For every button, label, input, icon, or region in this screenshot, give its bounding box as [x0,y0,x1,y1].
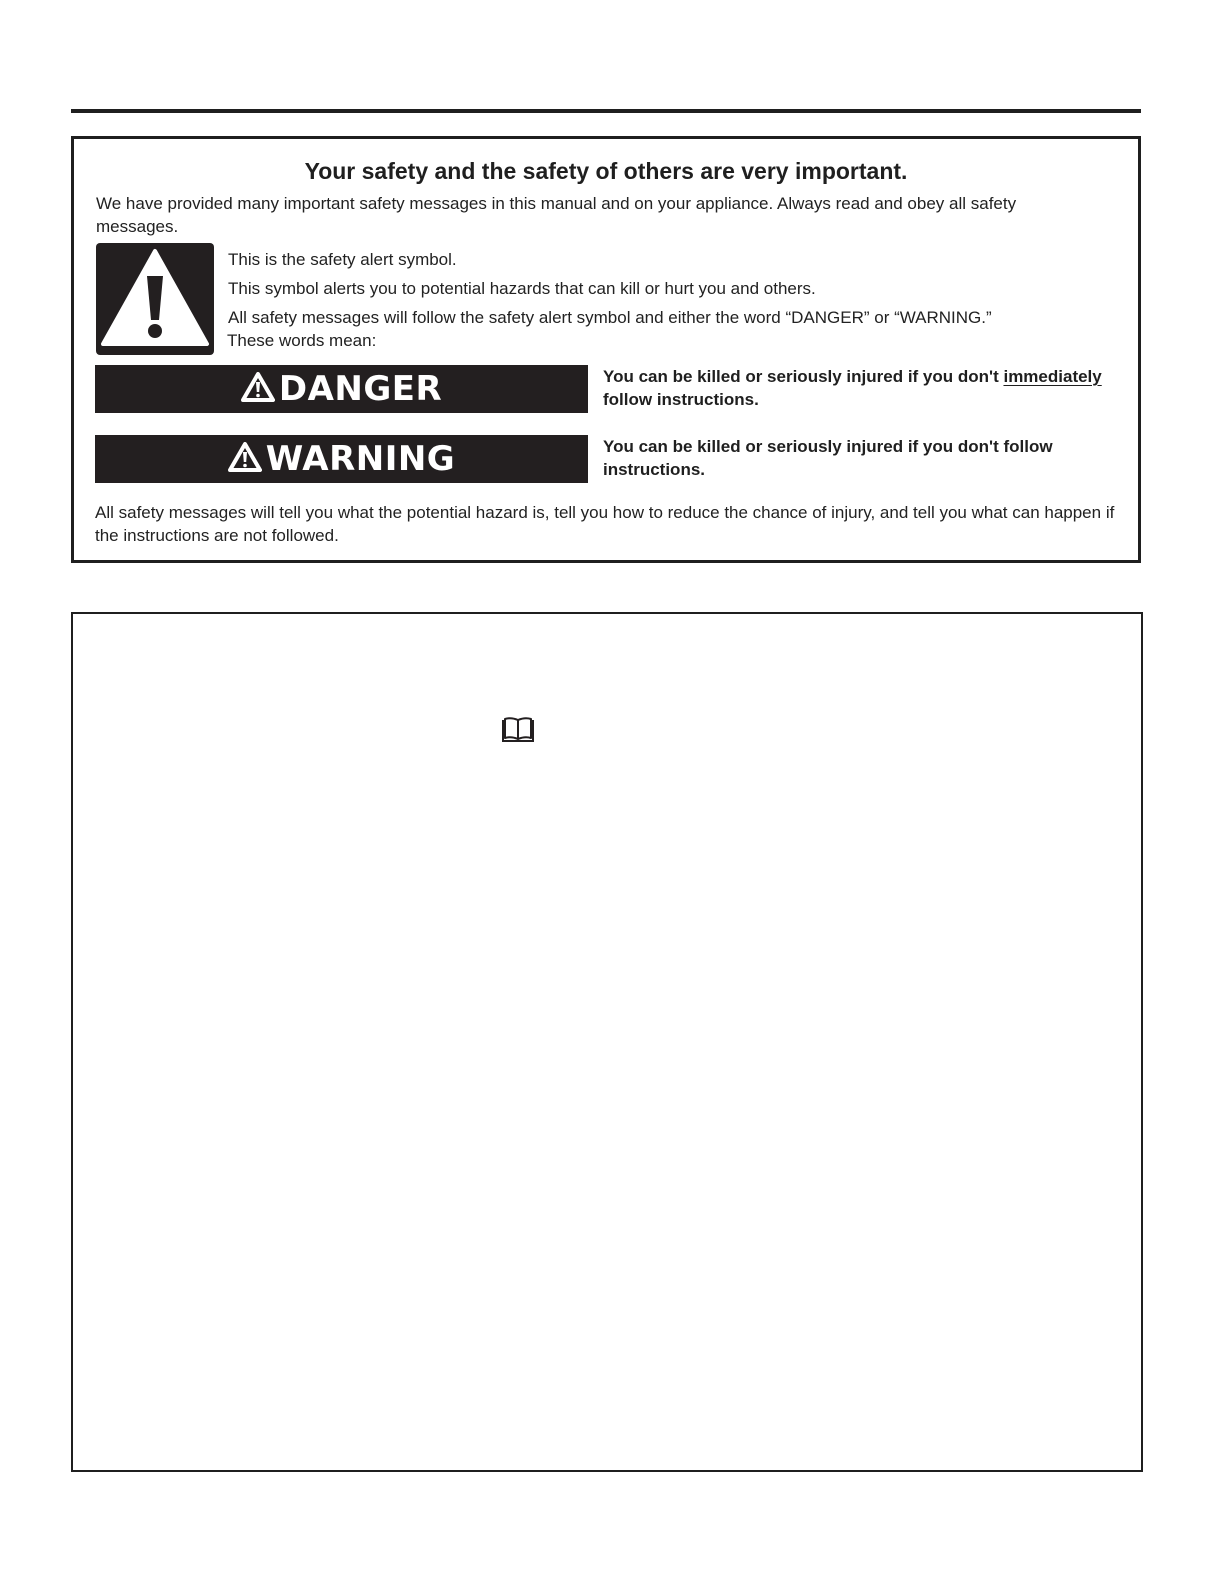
symbol-line-2: This symbol alerts you to potential hazards that can kill or hurt you and others. [228,279,816,298]
symbol-line-1: This is the safety alert symbol. [228,250,457,269]
warning-triangle-icon [241,372,275,407]
danger-desc-emphasis: immediately [1003,367,1102,386]
safety-alert-symbol-icon [96,243,214,355]
warning-description: You can be killed or seriously injured if you don't follow instructions. [603,437,1053,479]
danger-banner [95,365,588,413]
important-instructions-box [71,612,1143,1472]
symbol-line-3: All safety messages will follow the safety alert symbol and either the word “DANGER” or “WARNING.” [228,308,992,327]
safety-closing: All safety messages will tell you what the potential hazard is, tell you how to reduce the chance of injury, and tell you what can happen if the instructions are not followed. [95,503,1115,545]
danger-desc-text-end: follow instructions. [603,390,759,409]
safety-intro: We have provided many important safety messages in this manual and on your appliance. Always read and obey all safety messages. [96,194,1017,236]
open-book-icon [501,716,535,749]
danger-desc-text: You can be killed or seriously injured if you don't [603,367,1004,386]
warning-banner [95,435,588,483]
safety-headline: Your safety and the safety of others are very important. [304,158,908,184]
danger-label: DANGER [278,369,443,409]
danger-description [603,365,1128,411]
symbol-line-4: These words mean: [227,331,377,350]
warning-triangle-icon [228,442,262,477]
safety-box [71,136,1141,563]
warning-label: WARNING [265,439,456,479]
top-rule [71,109,1141,113]
